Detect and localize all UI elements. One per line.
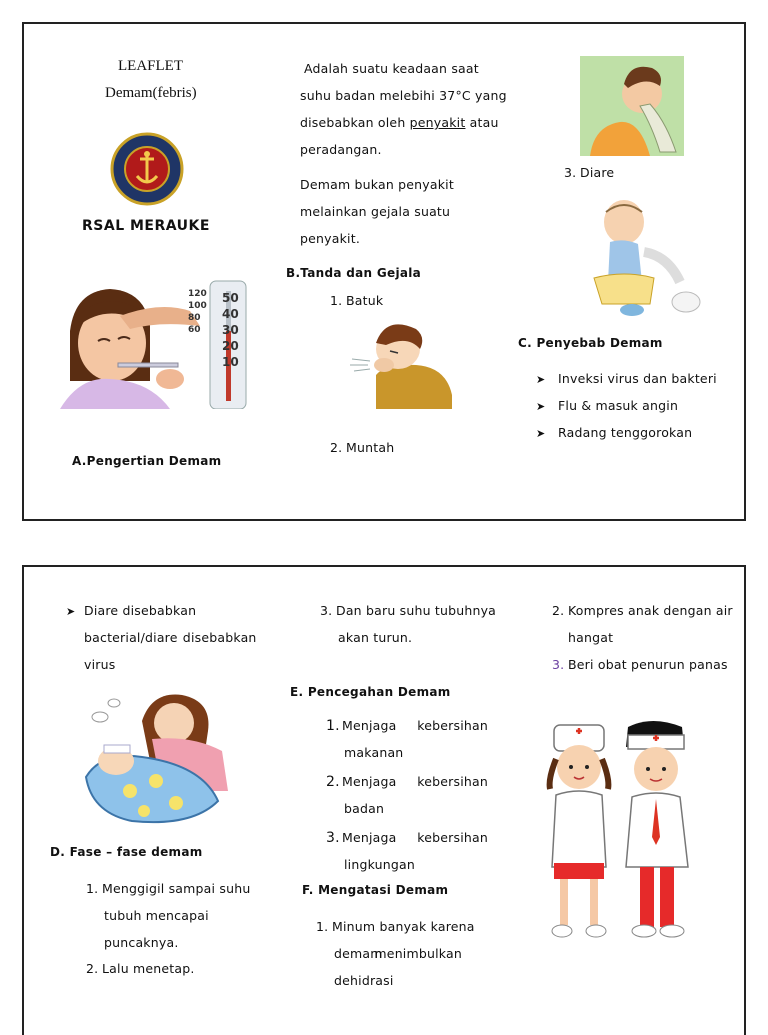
vomiting-child-image: [580, 56, 684, 156]
definition-line-3: disebabkan oleh penyakit atau: [300, 115, 499, 130]
handling-2-line-1: 2. Kompres anak dengan air: [552, 603, 733, 618]
section-b-heading: B.Tanda dan Gejala: [286, 266, 422, 280]
hospital-logo: [110, 132, 184, 206]
definition2-line-1: Demam bukan penyakit: [300, 177, 454, 192]
phase-3-line-2: akan turun.: [338, 630, 413, 645]
cause-1: ➤ Inveksi virus dan bakteri: [536, 371, 717, 386]
symptom-1: 1. Batuk: [330, 293, 384, 308]
coughing-child-image: [346, 315, 456, 409]
leaflet-title: LEAFLET: [118, 58, 183, 74]
prevention-2-line-2: badan: [344, 801, 385, 816]
definition2-line-2: melainkan gejala suatu: [300, 204, 451, 219]
thermometer-scale: 120 100 80 60: [188, 289, 207, 335]
leaflet-page-2: [22, 565, 746, 1035]
definition-line-2: suhu badan melebihi 37°C yang: [300, 88, 507, 103]
section-f-heading: F. Mengatasi Demam: [302, 883, 449, 897]
leaflet-page-1: [22, 22, 746, 521]
diare-note-line-3: virus: [84, 657, 116, 672]
section-c-heading: C. Penyebab Demam: [518, 336, 663, 350]
handling-3-line-1: 3. Beri obat penurun panas: [552, 657, 728, 672]
phase-2-line-1: 2. Lalu menetap.: [86, 961, 195, 976]
symptom-3: 3. Diare: [564, 165, 615, 180]
diarrhea-child-image: [584, 192, 704, 320]
cause-3: ➤ Radang tenggorokan: [536, 425, 693, 440]
definition2-line-3: penyakit.: [300, 231, 360, 246]
section-d-heading: D. Fase – fase demam: [50, 845, 203, 859]
prevention-1-line-2: makanan: [344, 745, 404, 760]
section-e-heading: E. Pencegahan Demam: [290, 685, 451, 699]
mother-sick-child-image: [82, 681, 232, 827]
prevention-3-line-1: 3. Menjaga kebersihan: [326, 830, 488, 846]
girl-thermometer-image: [50, 271, 250, 409]
prevention-1-line-1: 1. Menjaga kebersihan: [326, 718, 488, 734]
phase-1-line-3: puncaknya.: [104, 935, 179, 950]
phase-3-line-1: 3. Dan baru suhu tubuhnya: [320, 603, 497, 618]
prevention-2-line-1: 2. Menjaga kebersihan: [326, 774, 488, 790]
diare-note-line-1: ➤ Diare disebabkan: [66, 603, 197, 618]
phase-1-line-2: tubuh mencapai: [104, 908, 209, 923]
hospital-name: RSAL MERAUKE: [82, 218, 210, 234]
leaflet-subtitle: Demam(febris): [105, 85, 197, 101]
handling-1-line-3: dehidrasi: [334, 973, 394, 988]
definition-line-1: Adalah suatu keadaan saat: [304, 61, 479, 76]
definition-line-4: peradangan.: [300, 142, 382, 157]
doctors-image: [542, 717, 712, 945]
thermometer-scale-right: 50 40 30 20 10: [222, 291, 239, 369]
cause-2: ➤ Flu & masuk angin: [536, 398, 679, 413]
phase-1-line-1: 1. Menggigil sampai suhu: [86, 881, 251, 896]
handling-1-line-1: 1. Minum banyak karena: [316, 919, 475, 934]
symptom-2: 2. Muntah: [330, 440, 395, 455]
prevention-3-line-2: lingkungan: [344, 857, 416, 872]
section-a-heading: A.Pengertian Demam: [72, 454, 222, 468]
diare-note-line-2: bacterial/diare disebabkan: [84, 630, 257, 645]
handling-1-line-2: demam menimbulkan: [334, 946, 462, 961]
handling-2-line-2: hangat: [568, 630, 614, 645]
